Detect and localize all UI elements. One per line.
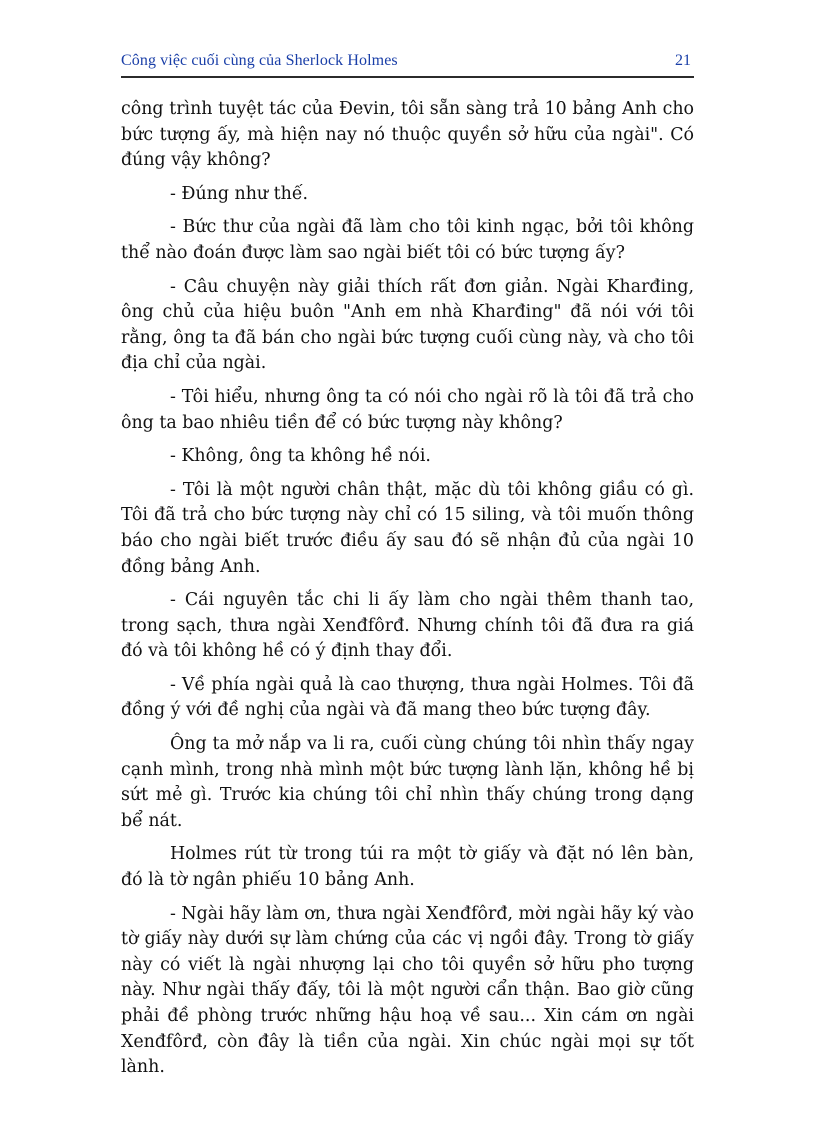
paragraph: - Đúng như thế.	[170, 183, 309, 204]
paragraph: Holmes rút từ trong túi ra một tờ giấy và đặt nó lên bàn, đó là tờ ngân phiếu 10 bảng Anh.	[121, 844, 694, 891]
page-body	[121, 97, 694, 1089]
paragraph: Ông ta mở nắp va li ra, cuối cùng chúng tôi nhìn thấy ngay cạnh mình, trong nhà mình một bức tượng lành lặn, không hề bị sứt mẻ gì. Trước kia chúng tôi chỉ nhìn thấy chúng trong dạng bể nát.	[121, 734, 694, 831]
paragraph: - Tôi là một người chân thật, mặc dù tôi không giầu có gì. Tôi đã trả cho bức tượng này chỉ có 15 siling, và tôi muốn thông báo cho ngài biết trước điều ấy sau đó sẽ nhận đủ của ngài 10 đồng bảng Anh.	[121, 479, 694, 577]
book-title: Công việc cuối cùng của Sherlock Holmes	[121, 52, 398, 69]
running-header	[121, 52, 694, 78]
paragraph: công trình tuyệt tác của Đevin, tôi sẵn sàng trả 10 bảng Anh cho bức tượng ấy, mà hiện nay nó thuộc quyền sở hữu của ngài". Có đúng vậy không?	[121, 99, 694, 171]
paragraph: - Ngài hãy làm ơn, thưa ngài Xenđfôrđ, mời ngài hãy ký vào tờ giấy này dưới sự làm chứng của các vị ngồi đây. Trong tờ giấy này có viết là ngài nhượng lại cho tôi quyền sở hữu pho tượng này. Như ngài thấy đấy, tôi là một người cẩn thận. Bao giờ cũng phải đề phòng trước những hậu hoạ về sau... Xin cám ơn ngài Xenđfôrđ, còn đây là tiền của ngài. Xin chúc ngài mọi sự tốt lành.	[121, 903, 694, 1078]
paragraph: - Cái nguyên tắc chi li ấy làm cho ngài thêm thanh tao, trong sạch, thưa ngài Xenđfôrđ. Nhưng chính tôi đã đưa ra giá đó và tôi không hề có ý định thay đổi.	[121, 590, 694, 662]
paragraph: - Tôi hiểu, nhưng ông ta có nói cho ngài rõ là tôi đã trả cho ông ta bao nhiêu tiền để có bức tượng này không?	[121, 386, 694, 433]
paragraph: - Không, ông ta không hề nói.	[170, 446, 431, 467]
page-number: 21	[675, 52, 691, 69]
paragraph: - Câu chuyện này giải thích rất đơn giản. Ngài Kharđing, ông chủ của hiệu buôn "Anh em nhà Kharđing" đã nói với tôi rằng, ông ta đã bán cho ngài bức tượng cuối cùng này, và cho tôi địa chỉ của ngài.	[121, 276, 694, 374]
paragraph: - Về phía ngài quả là cao thượng, thưa ngài Holmes. Tôi đã đồng ý với đề nghị của ngài và đã mang theo bức tượng đây.	[121, 674, 694, 721]
paragraph: - Bức thư của ngài đã làm cho tôi kinh ngạc, bởi tôi không thể nào đoán được làm sao ngài biết tôi có bức tượng ấy?	[121, 217, 694, 263]
